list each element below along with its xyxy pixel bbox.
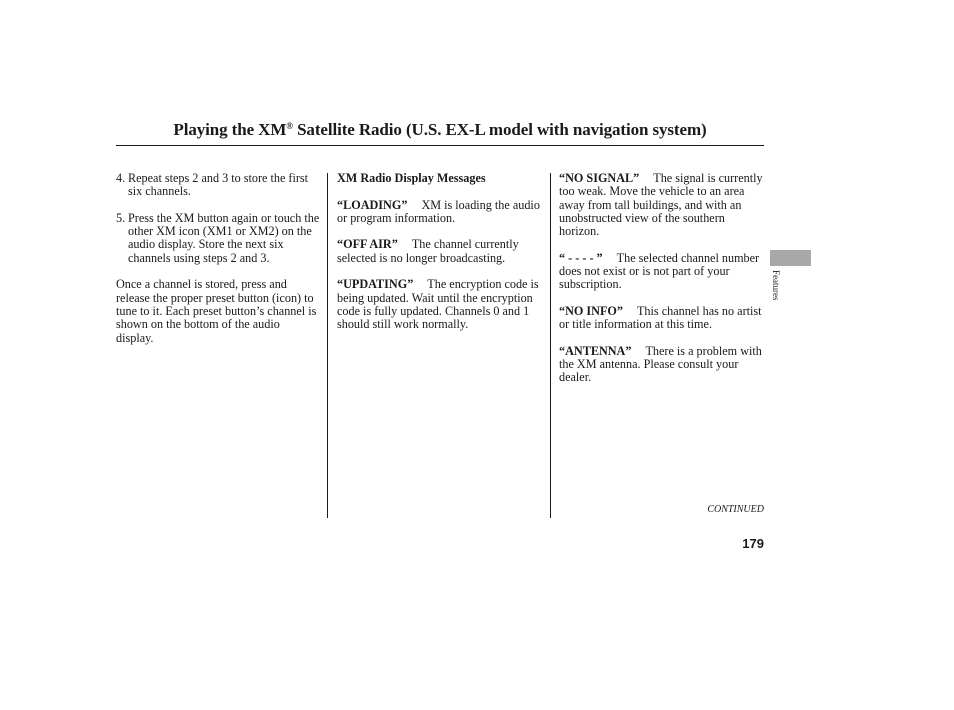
step-number: 5. — [116, 210, 126, 225]
column-3 — [559, 172, 765, 385]
message-term: “LOADING” — [337, 197, 408, 212]
step-item — [116, 172, 320, 199]
step-number: 4. — [116, 171, 126, 185]
message-text: There is a problem with the XM antenna. Please consult your dealer. — [559, 343, 762, 385]
message-term: “ - - - - ” — [559, 250, 603, 265]
page-number: 179 — [742, 536, 764, 551]
column-divider-1 — [327, 173, 328, 518]
message-text: The signal is currently too weak. Move the vehicle to an area away from tall buildings, and with an unobstructed view of the southern horizon. — [559, 171, 763, 239]
column-2 — [337, 172, 543, 332]
message-text: This channel has no artist or title information at this time. — [559, 303, 762, 332]
message-text: The encryption code is being updated. Wait until the encryption code is fully updated. Channels 0 and 1 should still work normally. — [337, 277, 539, 332]
step-item — [116, 212, 320, 265]
column-1 — [116, 172, 320, 345]
continued-label: CONTINUED — [707, 504, 764, 515]
message-item — [559, 172, 765, 238]
preset-paragraph: Once a channel is stored, press and release the proper preset button (icon) to tune to it. Each preset button’s channel is shown on the bottom of the audio display. — [116, 277, 317, 345]
message-term: “UPDATING” — [337, 277, 414, 292]
column-divider-2 — [550, 173, 551, 518]
step-text: Press the XM button again or touch the other XM icon (XM1 or XM2) on the audio display. Store the next six channels using steps 2 and 3. — [128, 210, 320, 265]
page-title: Playing the XM® Satellite Radio (U.S. EX-L model with navigation system) — [173, 120, 707, 139]
message-item — [337, 278, 543, 331]
message-term: “ANTENNA” — [559, 343, 632, 358]
section-tab — [770, 250, 811, 266]
message-item — [559, 305, 765, 332]
registered-mark: ® — [286, 121, 293, 131]
message-item — [559, 252, 765, 292]
section-label: Features — [771, 270, 781, 301]
section-heading: XM Radio Display Messages — [337, 171, 486, 185]
message-item — [559, 345, 765, 385]
message-item — [337, 238, 543, 265]
message-term: “NO INFO” — [559, 303, 623, 318]
message-term: “OFF AIR” — [337, 237, 398, 252]
message-term: “NO SIGNAL” — [559, 171, 640, 185]
message-text: The channel currently selected is no longer broadcasting. — [337, 237, 519, 265]
message-text: The selected channel number does not exist or is not part of your subscription. — [559, 250, 760, 292]
title-rule — [116, 145, 764, 146]
message-item — [337, 199, 543, 226]
message-text: XM is loading the audio or program information. — [337, 197, 540, 225]
step-text: Repeat steps 2 and 3 to store the first six channels. — [128, 171, 309, 199]
